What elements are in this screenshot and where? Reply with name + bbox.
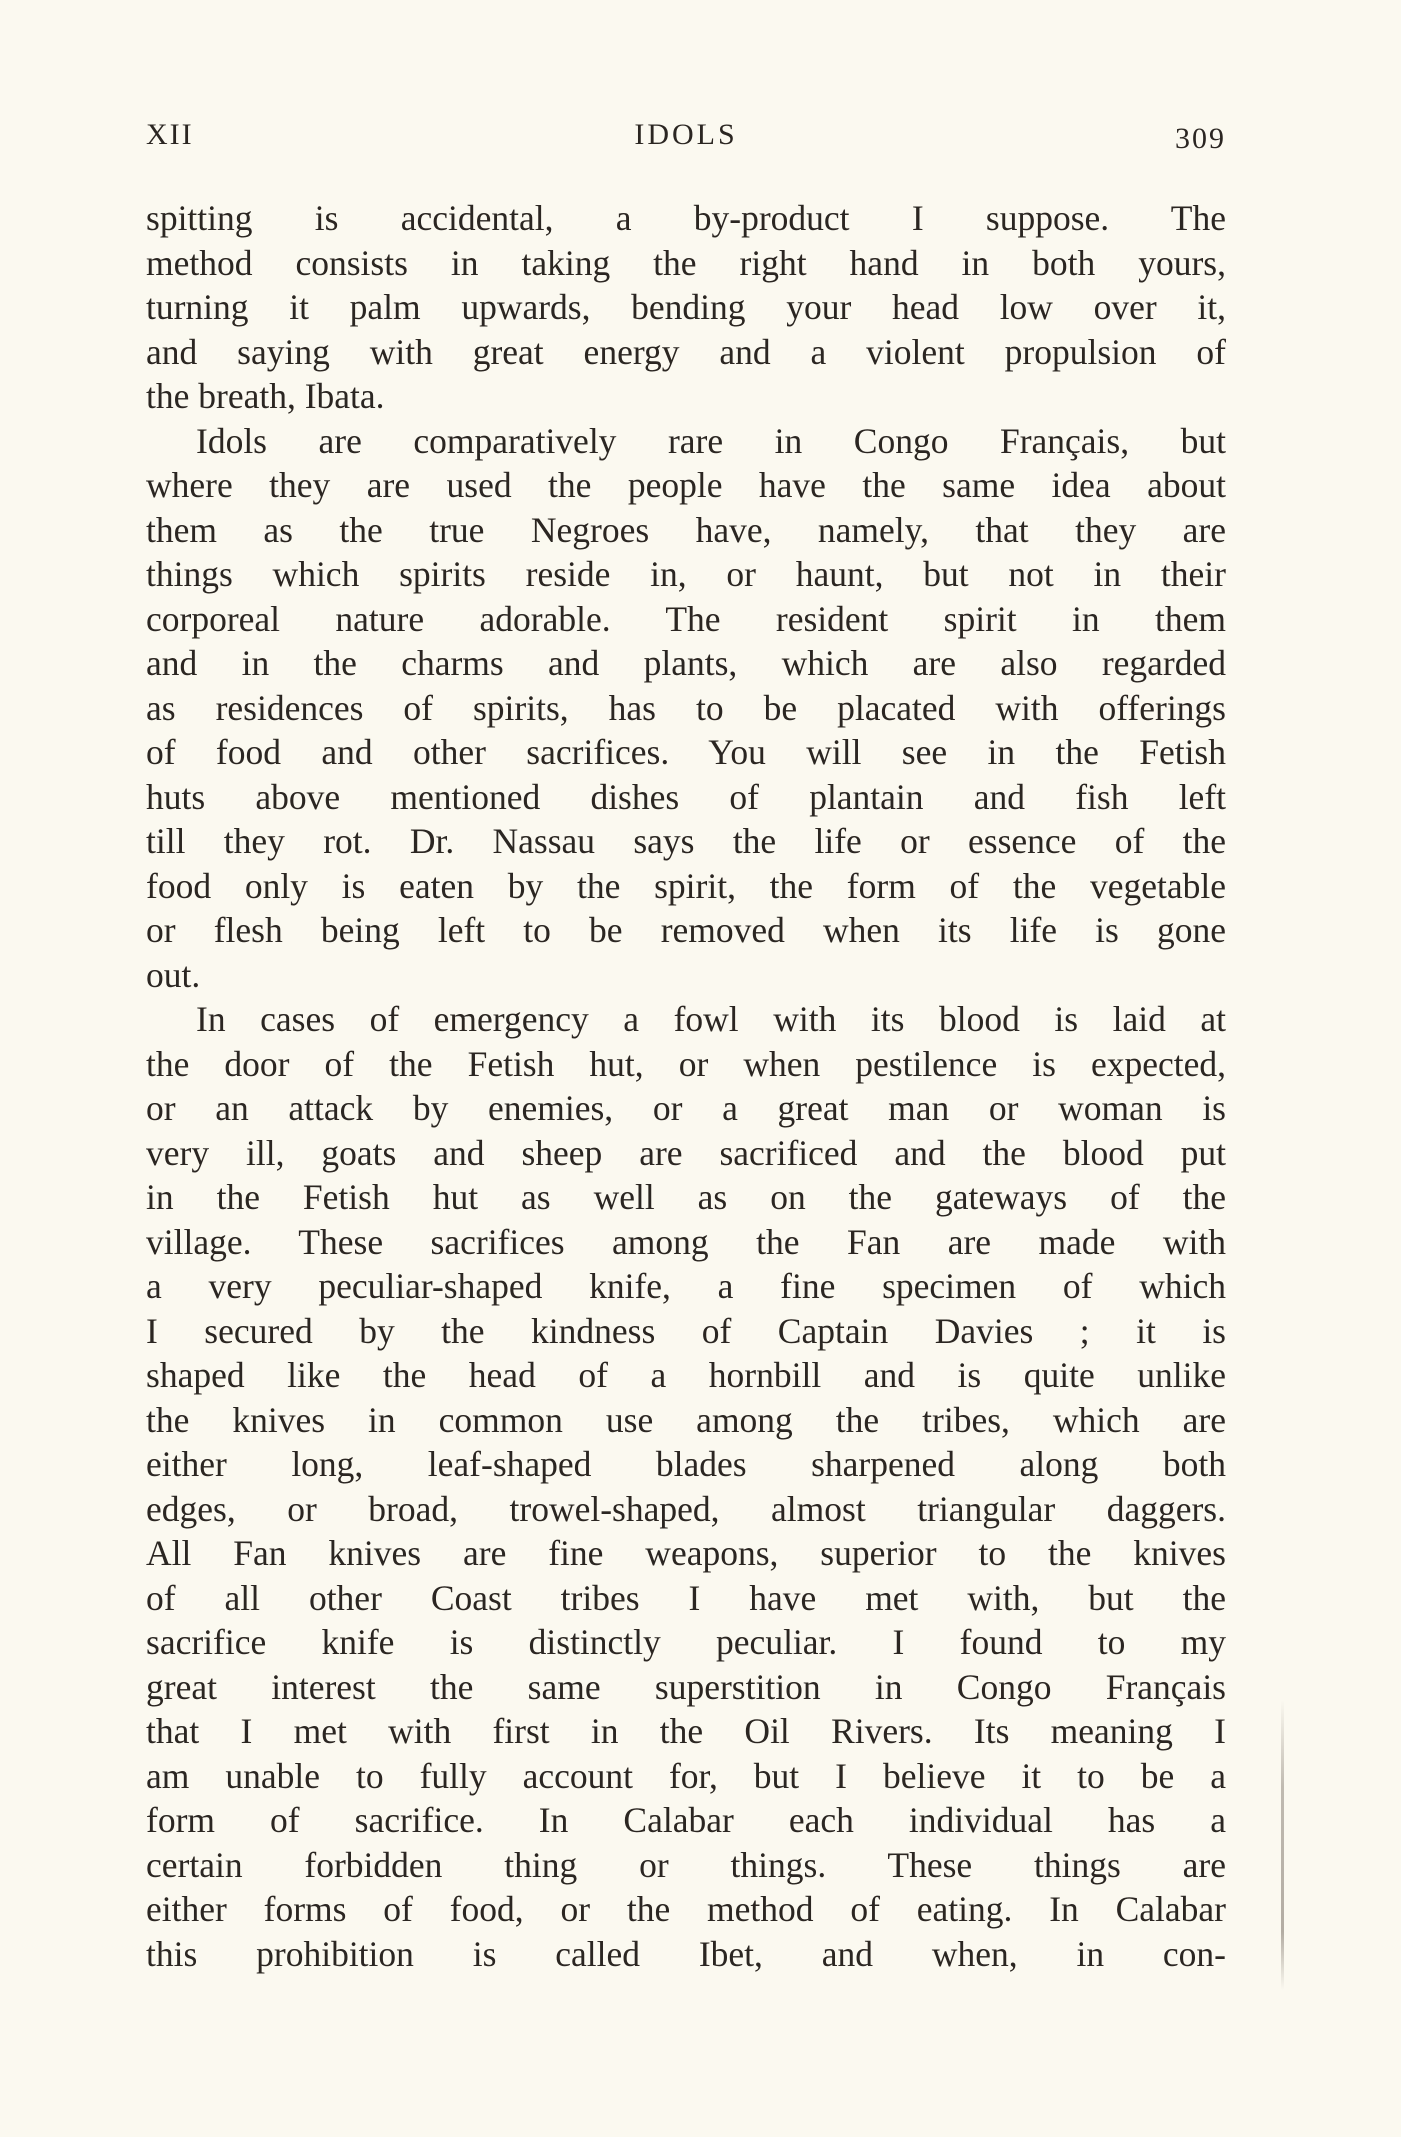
text-line: or flesh being left to be removed when its life is gone (146, 910, 1226, 950)
text-line: that I met with first in the Oil Rivers. Its meaning I (146, 1711, 1226, 1751)
text-line: village. These sacrifices among the Fan are made with (146, 1221, 1226, 1262)
text-line: form of sacrifice. In Calabar each individual has a (146, 1800, 1226, 1840)
text-line: edges, or broad, trowel-shaped, almost triangular daggers. (146, 1488, 1226, 1529)
text-line: as residences of spirits, has to be placated with offerings (146, 687, 1226, 728)
text-line: the door of the Fetish hut, or when pestilence is expected, (146, 1043, 1226, 1084)
text-line: great interest the same superstition in Congo Français (146, 1666, 1226, 1707)
text-line: either forms of food, or the method of eating. In Calabar (146, 1889, 1226, 1929)
running-header (146, 118, 1226, 168)
text-line: food only is eaten by the spirit, the form of the vegetable (146, 865, 1226, 906)
text-line: corporeal nature adorable. The resident spirit in them (146, 598, 1226, 639)
text-line: am unable to fully account for, but I believe it to be a (146, 1755, 1226, 1796)
text-line: I secured by the kindness of Captain Davies ; it is (146, 1310, 1226, 1351)
page-number: 309 (1175, 122, 1226, 155)
text-line: or an attack by enemies, or a great man or woman is (146, 1088, 1226, 1128)
text-line: and in the charms and plants, which are also regarded (146, 643, 1226, 683)
page-body-text (146, 196, 1226, 1976)
text-line: certain forbidden thing or things. These things are (146, 1844, 1226, 1885)
text-line: either long, leaf-shaped blades sharpened along both (146, 1444, 1226, 1484)
text-line: this prohibition is called Ibet, and when, in con- (146, 1933, 1226, 1974)
text-line: shaped like the head of a hornbill and is quite unlike (146, 1355, 1226, 1395)
text-line: of all other Coast tribes I have met with, but the (146, 1577, 1226, 1618)
text-line: spitting is accidental, a by-product I suppose. The (146, 198, 1226, 238)
text-line: them as the true Negroes have, namely, that they are (146, 509, 1226, 550)
running-title: IDOLS (634, 118, 738, 151)
text-line: method consists in taking the right hand in both yours, (146, 242, 1226, 283)
text-line: and saying with great energy and a violent propulsion of (146, 331, 1226, 372)
text-line: till they rot. Dr. Nassau says the life or essence of the (146, 821, 1226, 861)
text-line: huts above mentioned dishes of plantain and fish left (146, 776, 1226, 817)
text-line: where they are used the people have the same idea about (146, 465, 1226, 505)
text-line: In cases of emergency a fowl with its blood is laid at (196, 999, 1226, 1039)
text-line: Idols are comparatively rare in Congo Français, but (196, 420, 1226, 461)
chapter-number: XII (146, 118, 194, 151)
text-line: turning it palm upwards, bending your head low over it, (146, 287, 1226, 327)
text-line: very ill, goats and sheep are sacrificed and the blood put (146, 1132, 1226, 1173)
text-line: in the Fetish hut as well as on the gateways of the (146, 1177, 1226, 1217)
text-line: out. (146, 954, 201, 995)
text-line: sacrifice knife is distinctly peculiar. I found to my (146, 1622, 1226, 1662)
text-line: All Fan knives are fine weapons, superior to the knives (146, 1533, 1226, 1573)
margin-rule (1281, 1700, 1284, 1990)
text-line: the breath, Ibata. (146, 376, 385, 416)
text-line: the knives in common use among the tribes, which are (146, 1399, 1226, 1440)
text-line: a very peculiar-shaped knife, a fine specimen of which (146, 1266, 1226, 1306)
text-line: things which spirits reside in, or haunt, but not in their (146, 554, 1226, 594)
text-line: of food and other sacrifices. You will see in the Fetish (146, 732, 1226, 772)
